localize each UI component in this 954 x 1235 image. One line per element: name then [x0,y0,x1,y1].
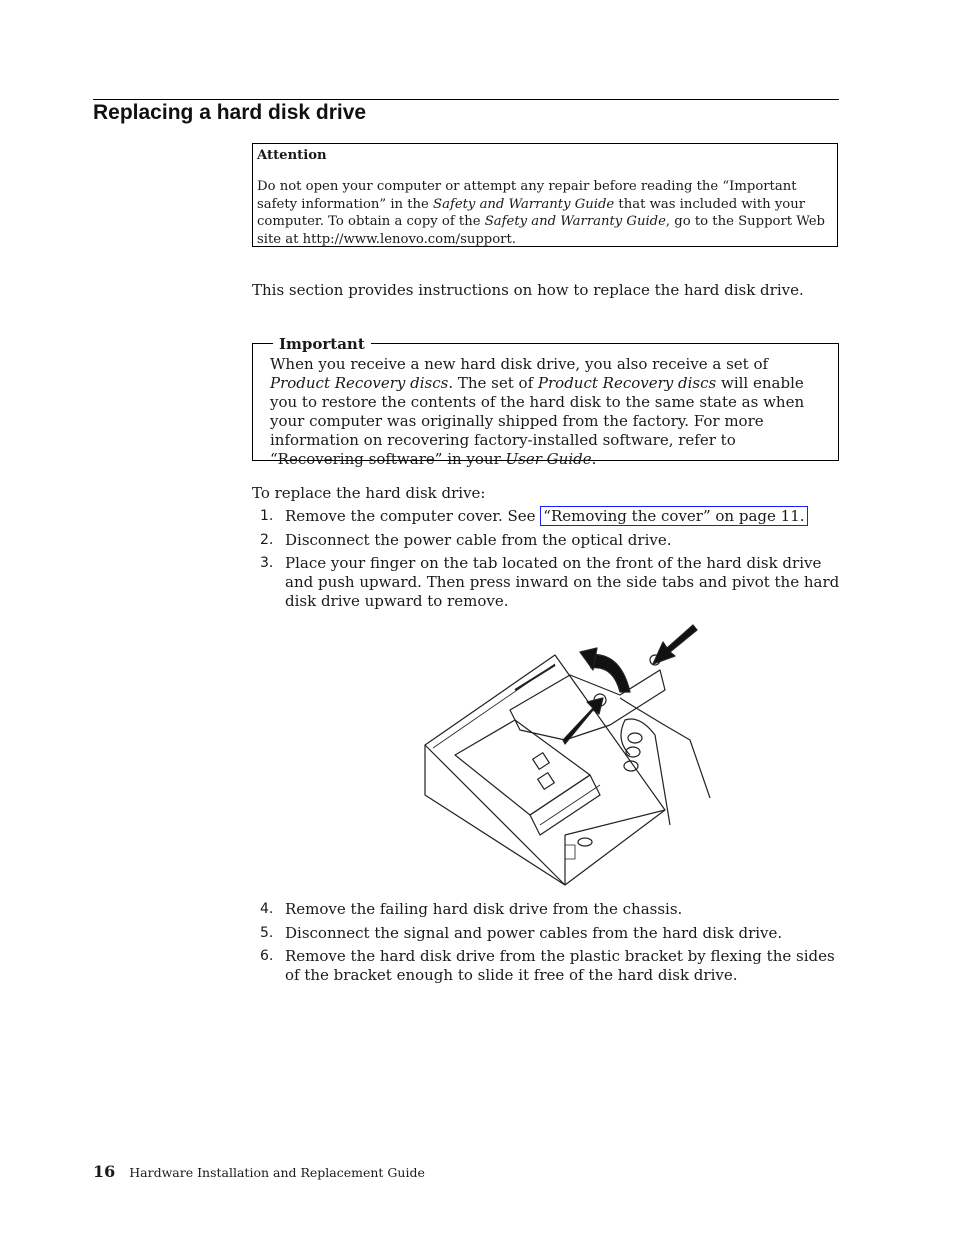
important-heading: Important [273,336,371,352]
intro-paragraph: This section provides instructions on how to replace the hard disk drive. [252,281,804,299]
hard-disk-drive [510,670,665,740]
step-3: 3. Place your finger on the tab located on the front of the hard disk drive and push upward. Then press inward on the side tabs and pivot the hard disk drive upward to remove. [260,554,840,610]
step-4: 4. Remove the failing hard disk drive from the chassis. [260,900,683,918]
section-rule [93,99,839,100]
hard-disk-removal-illustration [415,620,715,890]
page-title: Replacing a hard disk drive [93,101,367,124]
attention-text: Do not open your computer or attempt any repair before reading the “Important safety information” in the Safety and Warranty Guide that was included with your computer. To obtain a copy of the Safety and Warranty Guide, go to the Support Web site at http://www.lenovo.com/support. [257,179,825,247]
push-arrow-right [653,625,697,664]
page-footer [93,1162,425,1181]
front-button [578,838,592,846]
steps-list-2 [252,900,842,990]
push-arrow-left [563,698,603,744]
steps-list-1 [252,507,842,616]
optical-drive-slot [540,785,600,825]
steps-lead: To replace the hard disk drive: [252,484,486,502]
step-2: 2. Disconnect the power cable from the optical drive. [260,530,672,549]
bay-latch-1 [533,753,550,770]
important-text: When you receive a new hard disk drive, you also receive a set of Product Recovery discs. The set of Product Recovery discs will enable you to restore the contents of the hard disk to the same state as when your computer was originally shipped from the factory. For more information on recovering factory-installed software, refer to “Recovering software” in your User Guide. [270,355,805,468]
finger-1 [628,733,642,743]
important-notice [252,335,839,468]
front-ports [565,845,575,859]
step-1: 1. Remove the computer cover. See “Removing the cover” on page 11. [252,507,842,526]
book-title: Hardware Installation and Replacement Guide [129,1165,425,1180]
bay-latch-2 [538,773,555,790]
page-number: 16 [93,1162,116,1181]
finger-2 [626,747,640,757]
attention-notice [252,143,838,247]
step-6: 6. Remove the hard disk drive from the plastic bracket by flexing the sides of the bracket enough to slide it free of the hard disk drive. [260,947,835,984]
removing-cover-link[interactable]: “Removing the cover” on page 11. [540,506,807,526]
step-5: 5. Disconnect the signal and power cables from the hard disk drive. [260,923,783,942]
attention-heading: Attention [257,148,327,163]
chassis-side-edge [565,810,665,835]
